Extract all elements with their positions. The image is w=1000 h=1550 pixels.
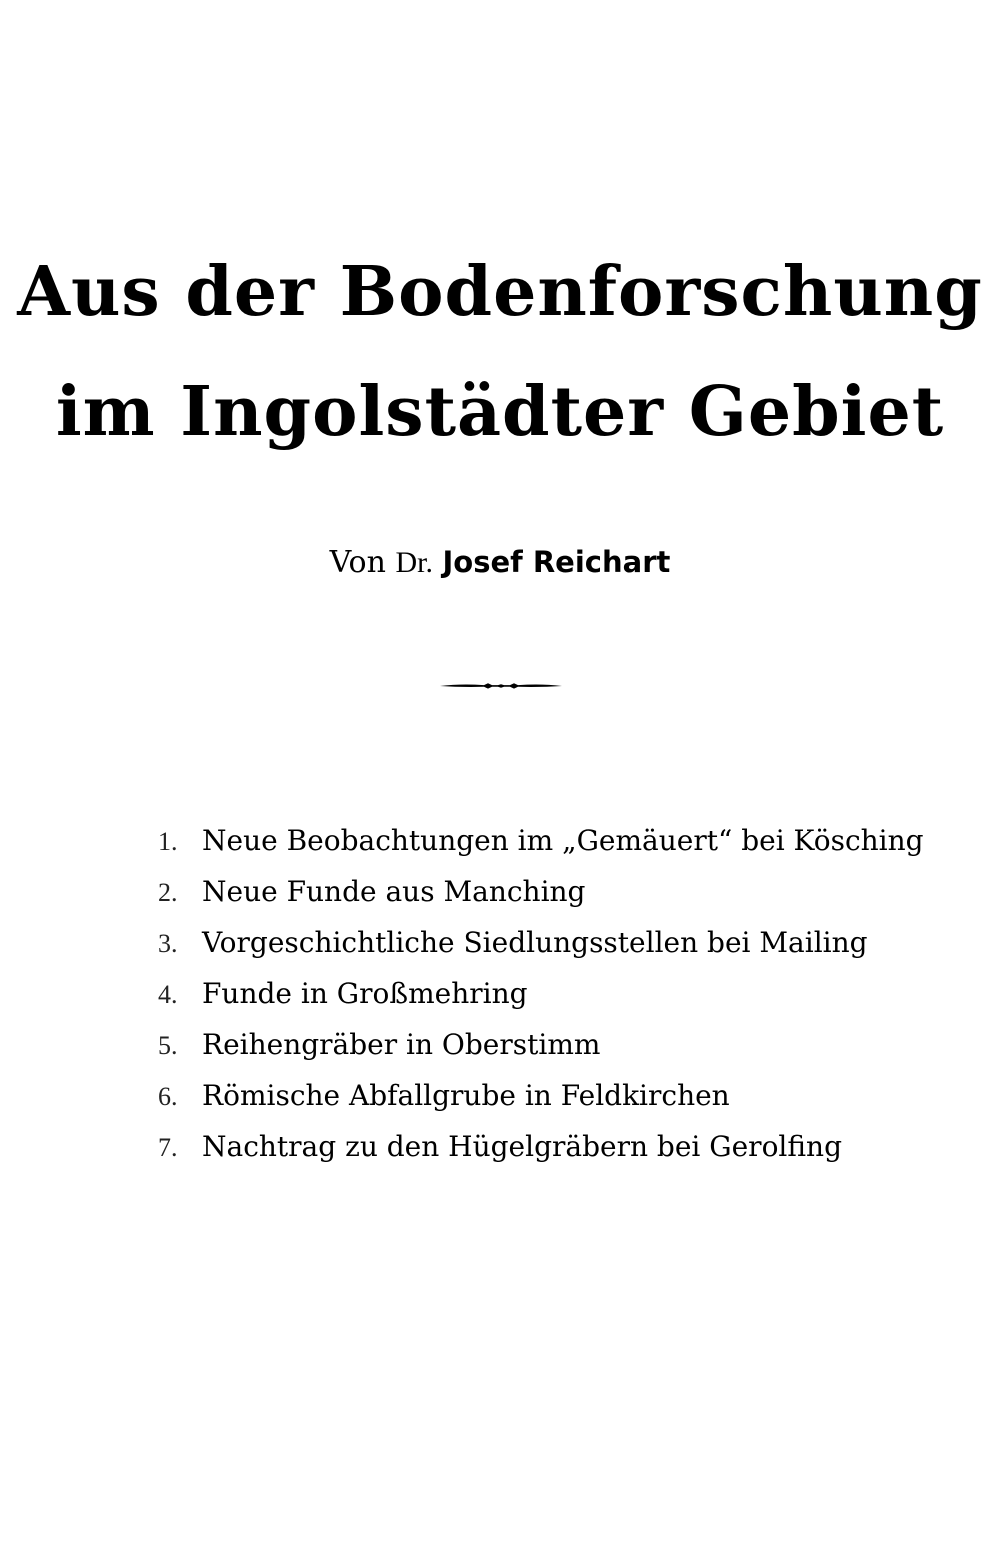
contents-item-title: Nachtrag zu den Hügelgräbern bei Gerolfing — [202, 1130, 843, 1163]
contents-item-number: 7. — [158, 1133, 178, 1162]
contents-item — [158, 1022, 918, 1073]
divider-ornament — [440, 679, 562, 693]
contents-item-title: Funde in Großmehring — [202, 977, 528, 1010]
contents-item-number: 5. — [158, 1031, 178, 1060]
contents-item — [158, 1124, 918, 1175]
contents-item-title: Reihengräber in Oberstimm — [202, 1028, 601, 1061]
contents-item-title: Römische Abfallgrube in Feldkirchen — [202, 1079, 730, 1112]
contents-item — [158, 971, 918, 1022]
contents-item-title: Vorgeschichtliche Siedlungsstellen bei Mailing — [202, 926, 868, 959]
title-line-1: Aus der Bodenforschung — [17, 252, 983, 332]
contents-item-title: Neue Beobachtungen im „Gemäuert“ bei Kösching — [202, 824, 924, 857]
contents-item-number: 1. — [158, 827, 178, 856]
contents-item — [158, 920, 918, 971]
contents-item-number: 2. — [158, 878, 178, 907]
byline-prefix: Von — [329, 545, 386, 580]
contents-item-number: 6. — [158, 1082, 178, 1111]
byline-academic-title: Dr. — [395, 546, 433, 579]
contents-item — [158, 818, 924, 869]
title-line-2: im Ingolstädter Gebiet — [55, 372, 945, 452]
contents-item-title: Neue Funde aus Manching — [202, 875, 586, 908]
contents-item — [158, 1073, 918, 1124]
author-name: Josef Reichart — [442, 545, 671, 579]
byline — [0, 545, 1000, 580]
contents-item-number: 4. — [158, 980, 178, 1009]
contents-item — [158, 869, 918, 920]
contents-item-number: 3. — [158, 929, 178, 958]
contents-list — [158, 818, 924, 1175]
